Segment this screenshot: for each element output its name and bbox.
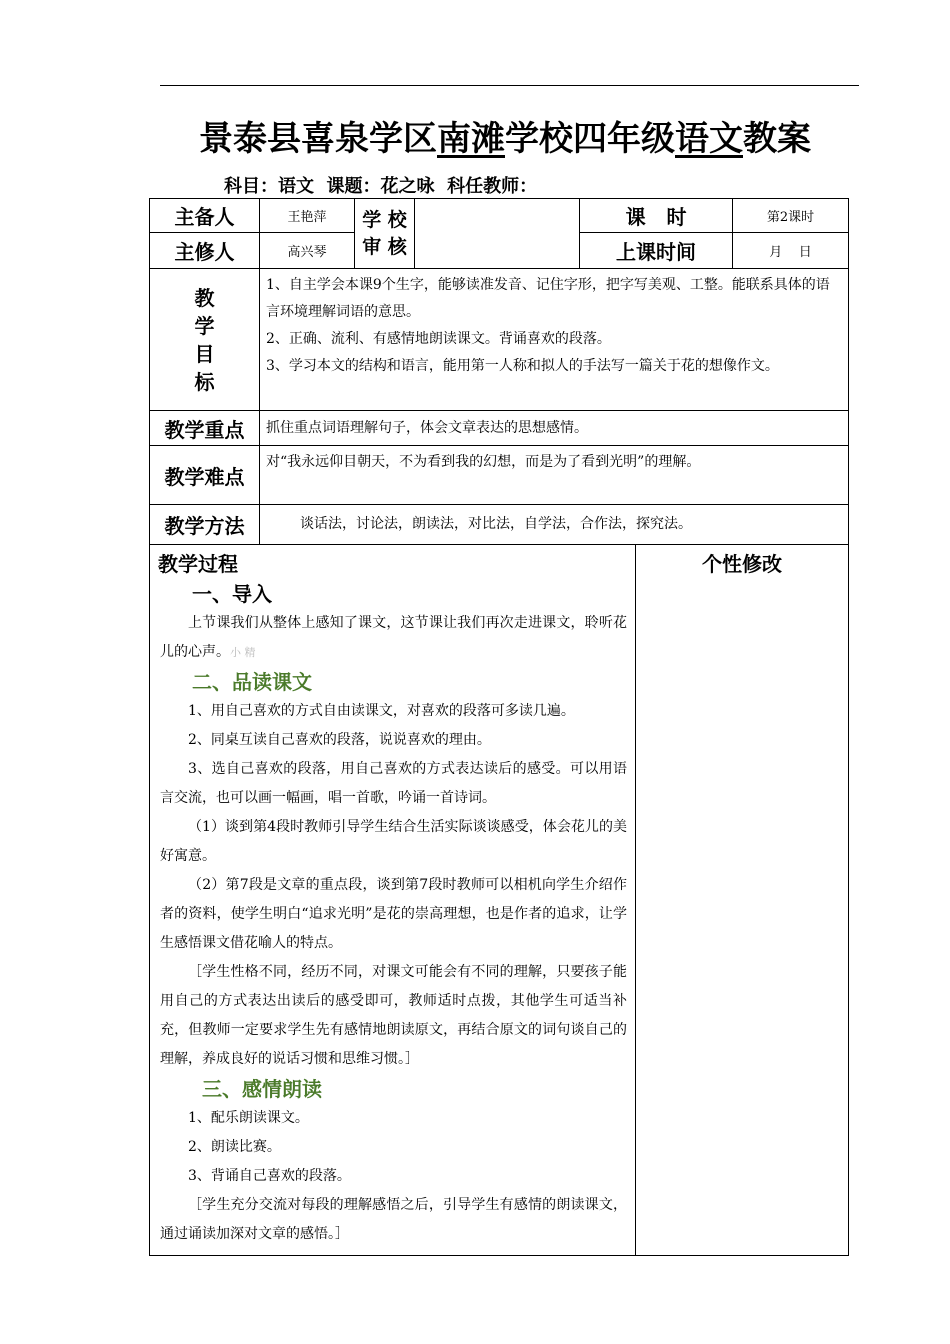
paragraph: 2、朗读比赛。 — [188, 1139, 281, 1155]
lead-preparer-value: 王艳萍 — [260, 199, 355, 233]
paragraph: 2、同桌互读自己喜欢的段落，说说喜欢的理由。 — [188, 732, 491, 748]
difficulty-label: 教学难点 — [150, 446, 260, 505]
paragraph: （1）谈到第4段时教师引导学生结合生活实际谈谈感受，体会花儿的美好寓意。 — [160, 819, 627, 864]
period-label: 课 时 — [580, 199, 733, 233]
school-review-value — [415, 199, 580, 269]
page-title: 景泰县喜泉学区南滩学校四年级语文教案 — [199, 119, 811, 159]
lead-preparer-label: 主备人 — [150, 199, 260, 233]
subtitle: 科目：语文 课题：花之咏 科任教师： — [224, 176, 538, 197]
paragraph: 上节课我们从整体上感知了课文，这节课让我们再次走进课文，聆听花儿的心声。小 精 — [160, 615, 627, 660]
section-heading: 三、感情朗读 — [202, 1077, 322, 1101]
goal-item: 2、正确、流利、有感情地朗读课文。背诵喜欢的段落。 — [266, 331, 611, 347]
goal-item: 3、学习本文的结构和语言，能用第一人称和拟人的手法写一篇关于花的想像作文。 — [266, 358, 779, 374]
goal-item: 1、自主学会本课9个生字，能够读准发音、记住字形，把字写美观、工整。能联系具体的语言环境理解词语的意思。 — [266, 277, 830, 320]
reviser-value: 高兴琴 — [260, 233, 355, 269]
reviser-label: 主修人 — [150, 233, 260, 269]
goals-label: 教 学 目 标 — [150, 269, 260, 411]
difficulty-text: 对“我永远仰目朝天，不为看到我的幻想，而是为了看到光明”的理解。 — [260, 446, 849, 505]
paragraph: 1、配乐朗读课文。 — [188, 1110, 309, 1126]
header-rule — [160, 85, 859, 86]
school-review-label: 学 校 审 核 — [355, 199, 415, 269]
key-point-text: 抓住重点词语理解句子，体会文章表达的思想感情。 — [260, 411, 849, 446]
paragraph: 1、用自己喜欢的方式自由读课文，对喜欢的段落可多读几遍。 — [188, 703, 575, 719]
paragraph: （2）第7段是文章的重点段，谈到第7段时教师可以相机向学生介绍作者的资料，使学生明白“追求光明”是花的崇高理想，也是作者的追求，让学生感悟课文借花喻人的特点。 — [160, 877, 627, 951]
faint-mark: 小 精 — [230, 646, 256, 659]
method-text: 谈话法，讨论法，朗读法，对比法，自学法，合作法，探究法。 — [260, 505, 849, 545]
section-heading: 一、导入 — [192, 582, 272, 606]
paragraph: 3、选自己喜欢的段落，用自己喜欢的方式表达读后的感受。可以用语言交流，也可以画一幅画，唱一首歌，吟诵一首诗词。 — [160, 761, 627, 806]
class-time-label: 上课时间 — [580, 233, 733, 269]
goals-content — [260, 269, 849, 411]
personal-revision — [636, 545, 849, 1256]
method-label: 教学方法 — [150, 505, 260, 545]
section-heading: 二、品读课文 — [192, 670, 312, 694]
teaching-process — [150, 545, 636, 1256]
paragraph: ［学生充分交流对每段的理解感悟之后，引导学生有感情的朗读课文，通过诵读加深对文章的感悟。］ — [160, 1197, 627, 1242]
process-label: 教学过程 — [158, 552, 238, 576]
lesson-plan-table — [149, 198, 849, 1256]
paragraph: 3、背诵自己喜欢的段落。 — [188, 1168, 351, 1184]
personal-revision-label: 个性修改 — [702, 552, 782, 576]
class-time-value: 月 日 — [733, 233, 849, 269]
period-value: 第2课时 — [733, 199, 849, 233]
key-point-label: 教学重点 — [150, 411, 260, 446]
paragraph: ［学生性格不同，经历不同，对课文可能会有不同的理解，只要孩子能用自己的方式表达出读后的感受即可，教师适时点拨，其他学生可适当补充，但教师一定要求学生先有感情地朗读原文，再结合原文的词句谈自己的理解，养成良好的说话习惯和思维习惯。］ — [160, 964, 627, 1067]
